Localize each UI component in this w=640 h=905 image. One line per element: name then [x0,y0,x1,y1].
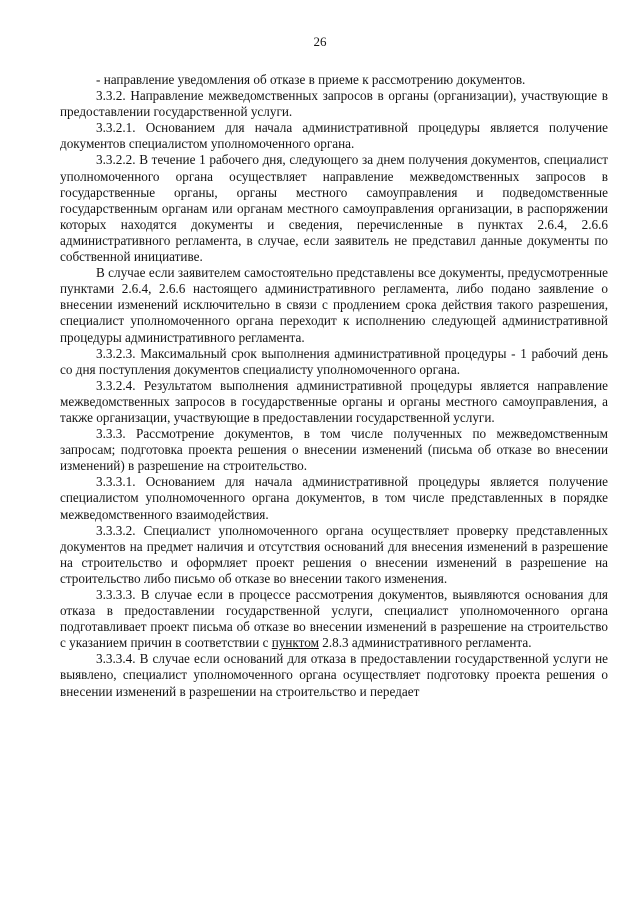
paragraph-3-3-2-2: 3.3.2.2. В течение 1 рабочего дня, следующего за днем получения документов, специалист уполномоченного органа осуществляет направление межведомственных запросов в государственные органы, органы местного самоуправления и подведомственные государственным органам или органам местного самоуправления организации, в распоряжении которых находятся документы и сведения, перечисленные в пунктах 2.6.4, 2.6.6 административного регламента, в случае, если заявитель не представил данные документы по собственной инициативе. [60,152,608,265]
paragraph-3-3-3-2: 3.3.3.2. Специалист уполномоченного органа осуществляет проверку представленных документов на предмет наличия и отсутствия оснований для внесения изменений в разрешение на строительство и оформляет проект решения о внесении изменений в разрешение на строительство либо письмо об отказе во внесении такого изменения. [60,522,608,586]
paragraph-3-3-2-4: 3.3.2.4. Результатом выполнения административной процедуры является направление межведомственных запросов в государственные органы и органы местного самоуправления, а также организации, участвующие в предоставлении государственной услуги. [60,377,608,425]
paragraph-notice-refusal: - направление уведомления об отказе в приеме к рассмотрению документов. [96,72,526,87]
paragraph-3-3-3-1: 3.3.3.1. Основанием для начала административной процедуры является получение специалистом уполномоченного органа документов, в том числе представленных в порядке межведомственного взаимодействия. [60,474,608,522]
paragraph-3-3-2: 3.3.2. Направление межведомственных запросов в органы (организации), участвующие в предоставлении государственной услуги. [60,88,608,120]
page-number: 26 [313,34,327,49]
paragraph-3-3-3-3 [60,587,608,651]
paragraph-3-3-3: 3.3.3. Рассмотрение документов, в том числе полученных по межведомственным запросам; подготовка проекта решения о внесении изменений (письма об отказе во внесении изменений) в разрешение на строительство. [60,426,608,474]
paragraph-self-submitted: В случае если заявителем самостоятельно представлены все документы, предусмотренные пунктами 2.6.4, 2.6.6 настоящего административного регламента, либо подано заявление о внесении изменений исключительно в связи с продлением срока действия такого разрешения, специалист уполномоченного органа переходит к исполнению следующей административной процедуры административного регламента. [60,265,608,345]
paragraph-3-3-2-3: 3.3.2.3. Максимальный срок выполнения административной процедуры - 1 рабочий день со дня поступления документов специалисту уполномоченного органа. [60,345,608,377]
paragraph-3-3-2-1: 3.3.2.1. Основанием для начала административной процедуры является получение документов специалистом уполномоченного органа. [60,120,608,152]
paragraph-3-3-3-4: 3.3.3.4. В случае если оснований для отказа в предоставлении государственной услуги не выявлено, специалист уполномоченного органа осуществляет подготовку проекта решения о внесении изменений в разрешении на строительство и передает [60,651,608,699]
document-body [60,72,608,700]
paragraph-3-3-3-3-text: 3.3.3.3. В случае если в процессе рассмотрения документов, выявляются основания для отказа в предоставлении государственной услуги, специалист уполномоченного органа подготавливает проект письма об отказе во внесении изменений в разрешение на строительство с указанием причин в соответствии с [60,587,608,651]
point-reference-link[interactable]: пунктом [271,635,319,651]
paragraph-3-3-3-3-tail: 2.8.3 административного регламента. [318,635,532,651]
